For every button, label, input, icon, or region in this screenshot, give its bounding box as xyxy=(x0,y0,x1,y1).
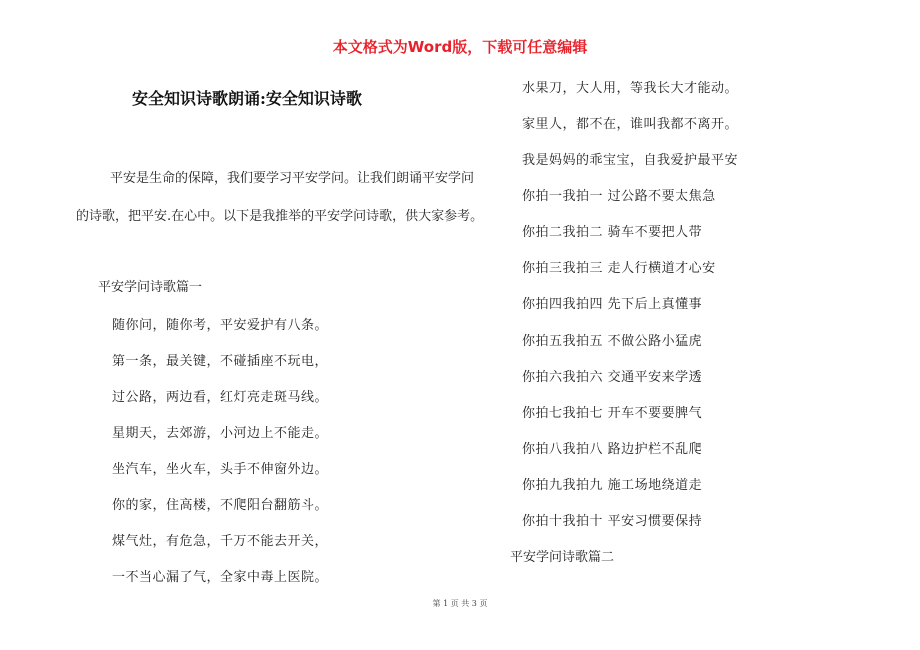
poem-line: 第一条，最关键，不碰插座不玩电， xyxy=(112,354,329,369)
section-heading-1: 平安学问诗歌篇一 xyxy=(98,280,203,295)
poem-line: 星期天，去郊游，小河边上不能走。 xyxy=(112,426,329,441)
poem-line: 家里人，都不在，谁叫我都不离开。 xyxy=(522,117,739,132)
section-heading-2: 平安学问诗歌篇二 xyxy=(510,550,615,565)
format-banner: 本文格式为Word版，下载可任意编辑 xyxy=(332,38,588,56)
poem-line: 煤气灶，有危急，千万不能去开关， xyxy=(112,534,329,549)
intro-line-1: 平安是生命的保障，我们要学习平安学问。让我们朗诵平安学问 xyxy=(110,171,475,186)
poem-line: 你拍十我拍十 平安习惯要保持 xyxy=(522,514,703,529)
poem-line: 一不当心漏了气，全家中毒上医院。 xyxy=(112,570,329,585)
poem-line: 你拍七我拍七 开车不要要脾气 xyxy=(522,406,703,421)
poem-line: 过公路，两边看，红灯亮走斑马线。 xyxy=(112,390,329,405)
poem-line: 你的家，住高楼，不爬阳台翻筋斗。 xyxy=(112,498,329,513)
intro-line-2: 的诗歌，把平安.在心中。以下是我推举的平安学问诗歌，供大家参考。 xyxy=(76,209,484,224)
poem-line: 水果刀，大人用，等我长大才能动。 xyxy=(522,81,739,96)
poem-line: 你拍九我拍九 施工场地绕道走 xyxy=(522,478,703,493)
poem-line: 你拍八我拍八 路边护栏不乱爬 xyxy=(522,442,703,457)
poem-line: 你拍一我拍一 过公路不要太焦急 xyxy=(522,189,716,204)
page-number: 第 1 页 共 3 页 xyxy=(432,599,488,608)
document-title: 安全知识诗歌朗诵:安全知识诗歌 xyxy=(132,89,362,108)
poem-line: 我是妈妈的乖宝宝，自我爱护最平安 xyxy=(522,153,739,168)
poem-line: 你拍三我拍三 走人行横道才心安 xyxy=(522,261,716,276)
poem-line: 你拍六我拍六 交通平安来学透 xyxy=(522,370,703,385)
poem-line: 坐汽车，坐火车，头手不伸窗外边。 xyxy=(112,462,329,477)
poem-line: 随你问，随你考，平安爱护有八条。 xyxy=(112,318,329,333)
poem-line: 你拍四我拍四 先下后上真懂事 xyxy=(522,297,703,312)
poem-line: 你拍五我拍五 不做公路小猛虎 xyxy=(522,334,703,349)
poem-line: 你拍二我拍二 骑车不要把人带 xyxy=(522,225,703,240)
